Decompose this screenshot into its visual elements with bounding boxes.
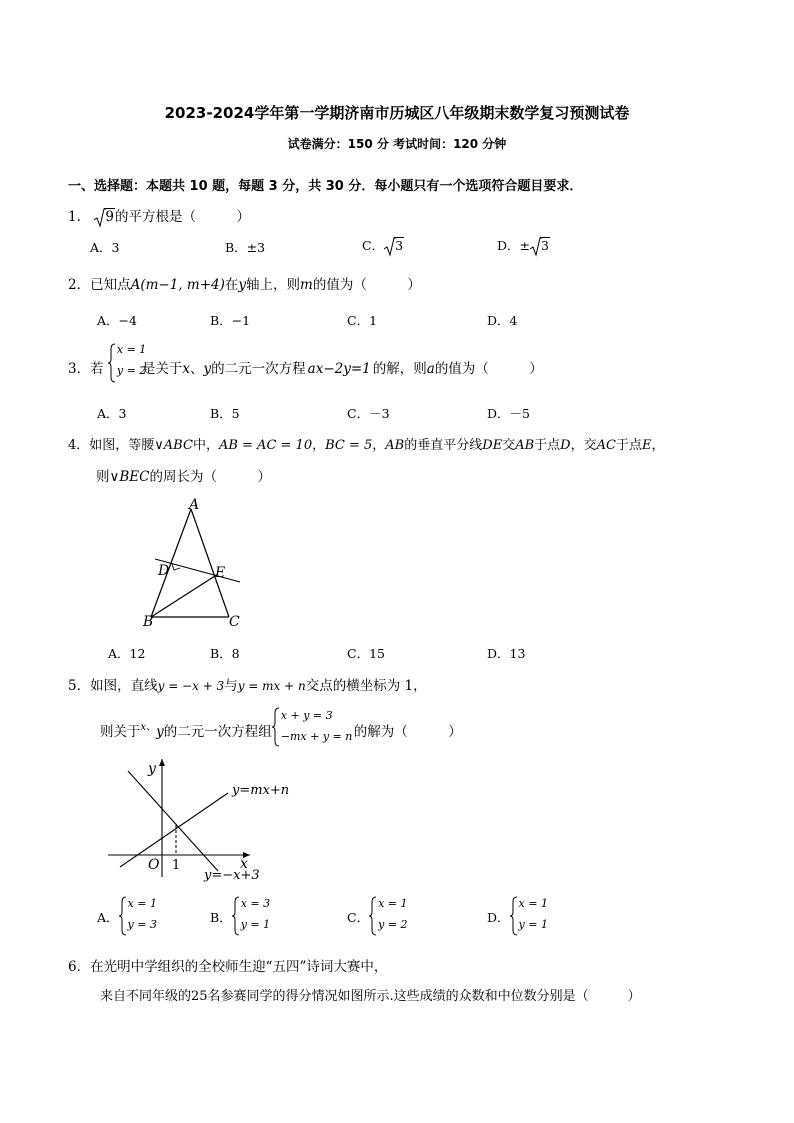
vertex-label-a: A — [189, 497, 200, 513]
question-text: 、 — [190, 361, 204, 377]
math-var: y — [238, 277, 247, 293]
system-row: y = 3 — [127, 918, 157, 931]
left-brace-icon — [369, 896, 377, 936]
question-4-line-2 — [96, 465, 271, 485]
question-text: 的值为（ ） — [312, 277, 421, 293]
question-text: 3．若 — [68, 361, 104, 377]
option-c[interactable] — [347, 895, 411, 939]
system-row: x = 1 — [378, 897, 408, 910]
radical-sign-icon — [94, 208, 106, 228]
option-d[interactable]: D．－5 — [487, 406, 530, 421]
math-equation: y = mx + n — [237, 679, 306, 693]
question-6: 6．在光明中学组织的全校师生迎“五四”诗词大赛中， — [68, 959, 388, 975]
question-text: 与 — [224, 678, 238, 694]
option-label: B． — [210, 910, 232, 925]
math-triangle: ∨ABC — [154, 438, 193, 453]
question-5-line-2 — [100, 706, 462, 750]
equation-system — [272, 706, 354, 750]
system-row: y = 2 — [378, 918, 408, 931]
math-equation: AB = AC = 10 — [218, 438, 313, 453]
left-brace-icon — [510, 896, 518, 936]
y-axis-label: y — [148, 761, 156, 777]
option-d[interactable]: D．13 — [487, 646, 526, 661]
question-text: 在 — [224, 277, 239, 293]
equation-system — [119, 895, 161, 937]
option-label: D．± — [497, 238, 530, 253]
equation-system — [510, 895, 552, 937]
left-brace-icon — [272, 707, 280, 747]
question-text: 、 — [146, 722, 157, 733]
system-row: x = 3 — [240, 897, 271, 910]
question-text: 轴上，则 — [246, 277, 301, 293]
line-y-neg-x-plus-3 — [128, 771, 218, 871]
math-var: x — [140, 722, 147, 733]
line-label-mx-plus-n: y=mx+n — [232, 783, 290, 798]
math-var: a — [426, 361, 435, 377]
math-equation: ax−2y=1 — [307, 361, 371, 377]
option-a[interactable]: A．12 — [108, 646, 146, 661]
question-text: 中， — [192, 438, 219, 453]
math-point: A(m−1, m+4) — [130, 277, 225, 293]
question-2 — [68, 273, 421, 293]
option-c[interactable]: C．15 — [347, 646, 385, 661]
sqrt-expression — [530, 238, 550, 253]
option-label: D． — [487, 910, 510, 925]
option-c[interactable] — [362, 236, 404, 254]
origin-label: O — [148, 857, 160, 873]
question-4 — [68, 434, 665, 453]
option-a[interactable]: A．3 — [97, 406, 127, 421]
triangle-figure — [135, 495, 255, 630]
math-equation: BC = 5 — [325, 438, 373, 453]
option-b[interactable]: B．±3 — [225, 240, 266, 255]
option-label: C． — [362, 238, 385, 253]
question-5 — [68, 674, 427, 694]
math-var: AC — [596, 438, 616, 453]
question-text: ，交 — [570, 438, 597, 453]
page-subtitle: 试卷满分：150 分 考试时间：120 分钟 — [287, 137, 507, 151]
point-label-d: D — [158, 563, 170, 579]
question-text: 5．如图，直线 — [68, 678, 158, 694]
coordinate-graph — [100, 755, 310, 885]
math-var: y — [203, 361, 212, 377]
question-text: 于点 — [615, 438, 642, 453]
math-var: AB — [515, 438, 535, 453]
radical-sign-icon — [384, 237, 396, 257]
radical-sign-icon — [530, 237, 542, 257]
sqrt-expression — [384, 238, 404, 253]
tick-label-1: 1 — [172, 858, 181, 873]
math-var: m — [300, 277, 313, 293]
radicand: 9 — [105, 209, 114, 225]
question-text: 则 — [96, 469, 110, 485]
option-b[interactable] — [210, 895, 274, 939]
system-row: x = 1 — [127, 897, 157, 910]
question-text: 4．如图，等腰 — [68, 438, 155, 453]
radicand: 3 — [541, 238, 549, 253]
system-row: x = 1 — [518, 897, 548, 910]
question-3 — [68, 342, 543, 386]
question-text: 的解，则 — [372, 361, 427, 377]
question-text: 的二元一次方程组 — [163, 724, 272, 740]
point-label-e: E — [215, 565, 226, 581]
option-label: C． — [347, 910, 370, 925]
option-b[interactable]: B．8 — [210, 646, 240, 661]
question-text: 2．已知点 — [68, 277, 131, 293]
question-text: 的解为（ ） — [353, 724, 462, 740]
system-row: y = 2 — [116, 364, 147, 377]
equation-system — [232, 895, 274, 937]
y-axis-arrow-icon — [159, 759, 165, 766]
option-label: A． — [97, 910, 119, 925]
question-text: 的周长为（ ） — [149, 469, 271, 485]
math-var: y — [156, 724, 164, 740]
equation-system — [369, 895, 411, 937]
option-d[interactable] — [487, 895, 552, 939]
math-var: x — [182, 361, 191, 377]
question-text: ， — [372, 438, 386, 453]
left-brace-icon — [119, 896, 127, 936]
system-row: x = 1 — [116, 343, 147, 356]
question-text: ， — [312, 438, 326, 453]
option-b[interactable]: B．−1 — [210, 313, 251, 328]
left-brace-icon — [232, 896, 240, 936]
option-a[interactable] — [97, 895, 161, 939]
question-1 — [68, 205, 250, 225]
x-axis-label: x — [240, 856, 248, 872]
page-title: 2023-2024学年第一学期济南市历城区八年级期末数学复习预测试卷 — [164, 104, 630, 122]
question-text: 是关于 — [141, 361, 183, 377]
segment-be — [151, 574, 218, 617]
question-text: 的二元一次方程 — [211, 361, 306, 377]
system-row: y = 1 — [518, 918, 548, 931]
vertex-label-c: C — [229, 614, 240, 630]
option-a[interactable]: A．−4 — [97, 313, 137, 328]
math-var: AB — [385, 438, 405, 453]
option-c[interactable]: C．1 — [347, 313, 378, 328]
math-var: DE — [482, 438, 503, 453]
segment-ac — [191, 509, 229, 617]
system-row: y = 1 — [240, 918, 271, 931]
equation-system — [108, 342, 147, 384]
sqrt-expression — [94, 209, 115, 225]
section-heading: 一、选择题：本题共 10 题，每题 3 分，共 30 分．每小题只有一个选项符合题目要求． — [68, 179, 583, 194]
vertex-label-b: B — [143, 614, 154, 630]
option-d[interactable]: D．4 — [487, 313, 518, 328]
math-equation: y = −x + 3 — [157, 679, 225, 693]
system-row: x + y = 3 — [280, 709, 333, 722]
question-number: 1． — [68, 209, 91, 225]
option-c[interactable]: C．－3 — [347, 406, 390, 421]
question-text: 则关于 — [100, 724, 141, 740]
line-y-mx-plus-n — [120, 793, 228, 867]
system-row: −mx + y = n — [280, 730, 353, 743]
option-b[interactable]: B．5 — [210, 406, 240, 421]
radicand: 3 — [395, 238, 404, 253]
question-text: 交 — [502, 438, 516, 453]
question-text: 交点的横坐标为 1， — [305, 678, 427, 694]
line-label-neg-x-plus-3: y=−x+3 — [204, 868, 260, 883]
left-brace-icon — [108, 343, 116, 383]
math-triangle: ∨BEC — [109, 469, 150, 485]
question-text: 的平方根是（ ） — [114, 209, 250, 225]
question-text: 的值为（ ） — [434, 361, 543, 377]
option-d[interactable] — [497, 236, 550, 254]
question-text: 于点 — [534, 438, 561, 453]
question-text: ， — [651, 438, 665, 453]
math-var: D — [560, 438, 571, 453]
math-var: E — [641, 438, 652, 453]
question-6-line-2: 来自不同年级的25名参赛同学的得分情况如图所示.这些成绩的众数和中位数分别是（ ） — [100, 989, 641, 1004]
option-a[interactable]: A．3 — [90, 240, 120, 255]
question-text: 的垂直平分线 — [404, 438, 483, 453]
